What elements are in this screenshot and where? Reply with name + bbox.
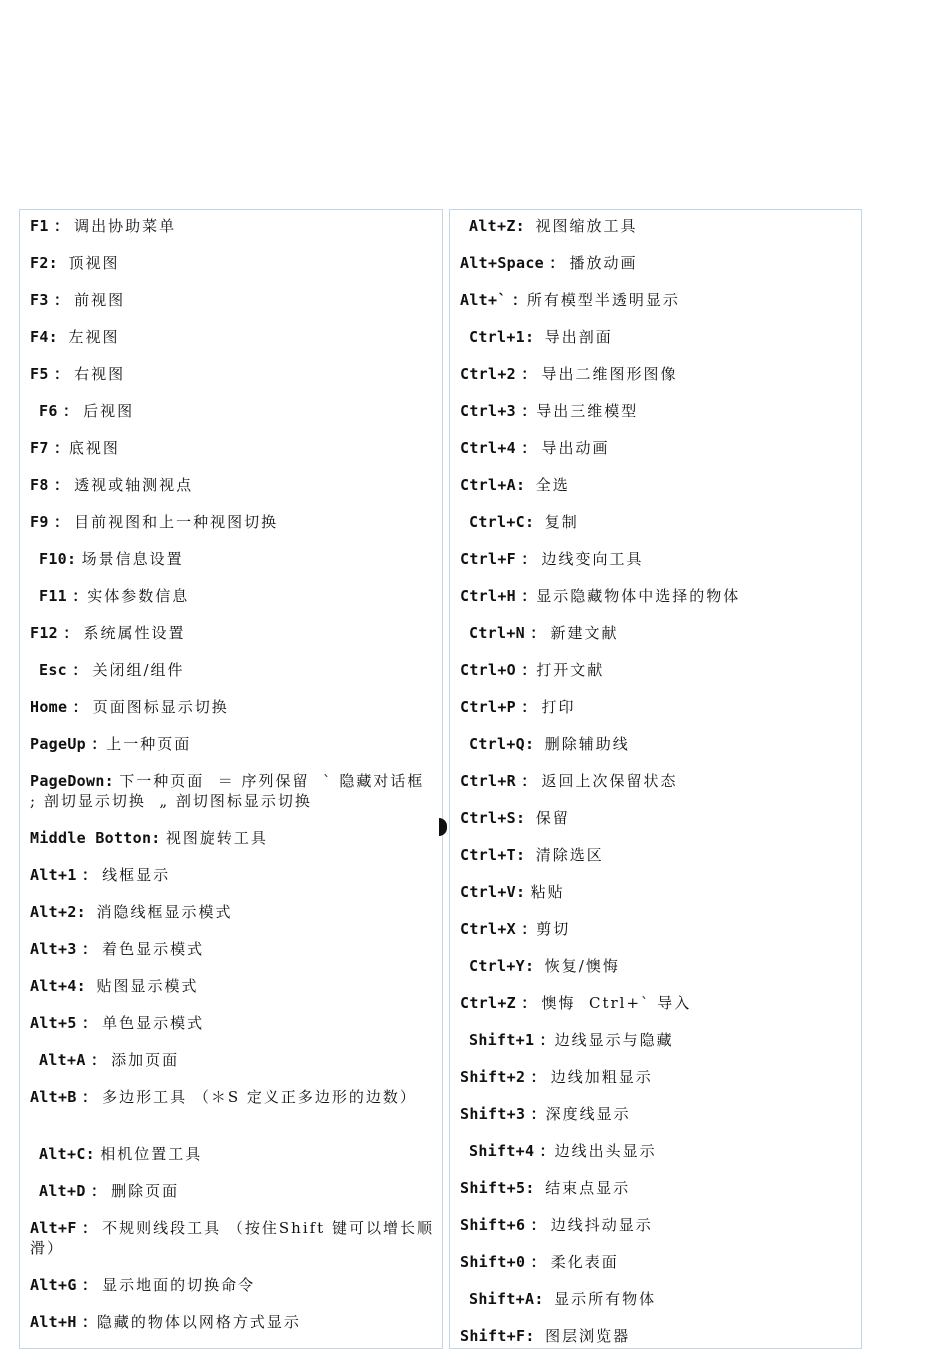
shortcut-row — [20, 1087, 442, 1144]
shortcut-row — [450, 697, 861, 734]
shortcut-row — [450, 475, 861, 512]
shortcut-description: 剪切 — [536, 920, 571, 938]
shortcut-key: Ctrl+F — [460, 550, 516, 568]
shortcut-row — [450, 216, 861, 253]
shortcut-description: 恢复/懊悔 — [544, 957, 620, 975]
shortcut-description: 线框显示 — [102, 866, 171, 884]
shortcut-description: 全选 — [535, 476, 570, 494]
separator: ： — [534, 1142, 555, 1160]
shortcut-key: Alt+2: — [30, 903, 86, 921]
separator: ： — [516, 661, 537, 679]
shortcut-row — [20, 1312, 442, 1349]
separator: ： — [516, 772, 542, 790]
shortcut-description: 导出动画 — [541, 439, 610, 457]
shortcut-description: 透视或轴测视点 — [74, 476, 194, 494]
separator — [534, 957, 544, 975]
separator — [525, 809, 535, 827]
separator: ： — [76, 940, 103, 958]
shortcut-key: Alt+G — [30, 1276, 77, 1294]
separator: ： — [85, 1182, 112, 1200]
separator: ： — [67, 587, 88, 605]
shortcut-row — [450, 734, 861, 771]
shortcut-key: Ctrl+4 — [460, 439, 516, 457]
shortcut-key: Alt+3 — [30, 940, 77, 958]
separator: ： — [48, 217, 75, 235]
shortcut-key: Ctrl+C: — [469, 513, 535, 531]
shortcut-description: 前视图 — [74, 291, 126, 309]
shortcut-row — [20, 475, 442, 512]
shortcut-row — [20, 1050, 442, 1087]
shortcut-key: Alt+A — [39, 1051, 86, 1069]
shortcut-row — [450, 1289, 861, 1326]
shortcut-row — [20, 290, 442, 327]
shortcut-description: 结束点显示 — [545, 1179, 631, 1197]
shortcut-key: Ctrl+R — [460, 772, 516, 790]
shortcut-row — [450, 1252, 861, 1289]
shortcut-key: Ctrl+T: — [460, 846, 526, 864]
shortcut-row — [450, 438, 861, 475]
shortcut-key: Esc — [39, 661, 67, 679]
shortcut-row — [20, 512, 442, 549]
shortcut-description: 左视图 — [68, 328, 120, 346]
shortcut-description: 导出三维模型 — [536, 402, 639, 420]
shortcut-row — [450, 1067, 861, 1104]
shortcut-description: 图层浏览器 — [545, 1327, 631, 1345]
shortcut-description: 边线显示与隐藏 — [554, 1031, 674, 1049]
shortcut-row — [450, 771, 861, 808]
shortcut-row — [450, 364, 861, 401]
shortcut-row — [20, 976, 442, 1013]
separator: ： — [506, 291, 527, 309]
shortcut-row — [450, 1178, 861, 1215]
separator: ： — [48, 365, 75, 383]
shortcut-description: 场景信息设置 — [81, 550, 184, 568]
separator: ： — [76, 1219, 103, 1237]
separator: ： — [48, 291, 75, 309]
shortcut-key: F11 — [39, 587, 67, 605]
shortcut-description: 打开文献 — [536, 661, 605, 679]
shortcut-description: 边线抖动显示 — [550, 1216, 653, 1234]
separator: ： — [67, 661, 93, 679]
separator: ： — [525, 624, 551, 642]
shortcut-row — [450, 993, 861, 1030]
shortcut-description: 目前视图和上一种视图切换 — [74, 513, 279, 531]
shortcut-row — [20, 902, 442, 939]
shortcut-row — [20, 771, 442, 828]
shortcut-description: 新建文献 — [550, 624, 619, 642]
separator: ： — [76, 866, 103, 884]
shortcut-key: Ctrl+Z — [460, 994, 516, 1012]
shortcut-key: Ctrl+P — [460, 698, 516, 716]
shortcut-key: Alt+5 — [30, 1014, 77, 1032]
shortcut-description: 不规则线段工具 （按住Shift 键可以增长顺滑） — [30, 1219, 434, 1257]
separator: ： — [525, 1105, 546, 1123]
shortcut-key: Shift+0 — [460, 1253, 526, 1271]
shortcut-key: PageDown: — [30, 772, 114, 790]
shortcut-key: Ctrl+X — [460, 920, 516, 938]
shortcut-description: 后视图 — [83, 402, 135, 420]
shortcut-row — [20, 1181, 442, 1218]
separator — [86, 977, 96, 995]
shortcut-row — [20, 253, 442, 290]
shortcut-key: Shift+6 — [460, 1216, 526, 1234]
separator — [535, 1327, 545, 1345]
shortcut-key: Alt+H — [30, 1313, 77, 1331]
separator — [525, 217, 535, 235]
shortcut-description: 调出协助菜单 — [74, 217, 177, 235]
separator: ： — [516, 994, 542, 1012]
separator: ： — [516, 365, 542, 383]
separator: ： — [76, 1014, 103, 1032]
shortcut-row — [450, 882, 861, 919]
shortcut-row — [450, 1215, 861, 1252]
shortcut-key: Alt+F — [30, 1219, 77, 1237]
shortcut-key: Alt+D — [39, 1182, 86, 1200]
separator: ： — [525, 1068, 551, 1086]
shortcut-row — [20, 660, 442, 697]
shortcut-row — [450, 290, 861, 327]
shortcut-description: 深度线显示 — [545, 1105, 631, 1123]
shortcut-description: 显示隐藏物体中选择的物体 — [536, 587, 741, 605]
shortcut-key: Shift+4 — [469, 1142, 535, 1160]
separator: ： — [76, 1313, 97, 1331]
shortcut-key: F6 — [39, 402, 58, 420]
shortcut-row — [450, 956, 861, 993]
shortcut-description: 删除页面 — [111, 1182, 180, 1200]
shortcut-description: 柔化表面 — [550, 1253, 619, 1271]
shortcut-key: Ctrl+S: — [460, 809, 526, 827]
separator — [58, 328, 68, 346]
shortcut-row — [20, 1144, 442, 1181]
left-column — [19, 209, 443, 1349]
shortcut-key: Ctrl+1: — [469, 328, 535, 346]
shortcut-row — [450, 808, 861, 845]
separator: ： — [48, 476, 75, 494]
separator: ： — [48, 439, 69, 457]
separator: ： — [516, 439, 542, 457]
separator: ： — [516, 587, 537, 605]
shortcut-key: Shift+5: — [460, 1179, 535, 1197]
shortcut-key: F10: — [39, 550, 77, 568]
shortcut-row — [20, 216, 442, 253]
shortcut-row — [20, 1013, 442, 1050]
shortcut-description: 打印 — [541, 698, 576, 716]
separator: ： — [76, 1088, 103, 1106]
shortcut-row — [450, 1104, 861, 1141]
shortcut-description: 边线变向工具 — [541, 550, 644, 568]
shortcut-description: 导出二维图形图像 — [541, 365, 678, 383]
shortcut-description: 底视图 — [68, 439, 120, 457]
shortcut-key: Ctrl+Y: — [469, 957, 535, 975]
shortcut-table — [19, 209, 862, 1349]
shortcut-key: F4: — [30, 328, 58, 346]
shortcut-key: Ctrl+Q: — [469, 735, 535, 753]
right-shortcut-list — [450, 210, 861, 1363]
left-shortcut-list — [20, 210, 442, 1349]
right-column — [449, 209, 862, 1349]
shortcut-description: 多边形工具 （＊S 定义正多边形的边数） — [102, 1088, 417, 1106]
separator — [534, 328, 544, 346]
shortcut-row — [450, 623, 861, 660]
shortcut-description: 下一种页面 ＝ 序列保留 ` 隐藏对话框 ; 剖切显示切换 „ 剖切图标显示切换 — [30, 772, 438, 810]
shortcut-row — [450, 253, 861, 290]
shortcut-row — [20, 1218, 442, 1275]
shortcut-key: Alt+Space — [460, 254, 544, 272]
shortcut-description: 贴图显示模式 — [96, 977, 199, 995]
shortcut-description: 删除辅助线 — [544, 735, 630, 753]
shortcut-row — [20, 364, 442, 401]
separator: ： — [85, 1051, 112, 1069]
shortcut-row — [450, 327, 861, 364]
shortcut-key: Middle Botton: — [30, 829, 161, 847]
shortcut-description: 导出剖面 — [544, 328, 613, 346]
shortcut-key: F7 — [30, 439, 49, 457]
shortcut-key: Alt+4: — [30, 977, 86, 995]
shortcut-key: Shift+A: — [469, 1290, 544, 1308]
shortcut-row — [20, 697, 442, 734]
shortcut-key: F12 — [30, 624, 58, 642]
shortcut-description: 实体参数信息 — [87, 587, 190, 605]
separator: ： — [525, 1216, 551, 1234]
separator: ： — [67, 698, 93, 716]
shortcut-key: Alt+1 — [30, 866, 77, 884]
separator: ： — [86, 735, 107, 753]
separator — [86, 903, 96, 921]
shortcut-row — [450, 512, 861, 549]
shortcut-row — [450, 1326, 861, 1363]
shortcut-description: 视图缩放工具 — [535, 217, 638, 235]
shortcut-key: Shift+3 — [460, 1105, 526, 1123]
separator: ： — [525, 1253, 551, 1271]
separator: ： — [534, 1031, 555, 1049]
shortcut-description: 清除选区 — [535, 846, 604, 864]
separator: ： — [543, 254, 570, 272]
shortcut-description: 消隐线框显示模式 — [96, 903, 233, 921]
shortcut-description: 相机位置工具 — [100, 1145, 203, 1163]
separator: ： — [516, 698, 542, 716]
separator: ： — [516, 920, 537, 938]
separator: ： — [76, 1276, 103, 1294]
shortcut-description: 上一种页面 — [106, 735, 192, 753]
shortcut-description: 右视图 — [74, 365, 126, 383]
shortcut-description: 所有模型半透明显示 — [526, 291, 680, 309]
shortcut-row — [450, 845, 861, 882]
separator: ： — [516, 550, 542, 568]
separator: ： — [57, 402, 84, 420]
shortcut-key: Ctrl+A: — [460, 476, 526, 494]
shortcut-key: Ctrl+V: — [460, 883, 526, 901]
shortcut-description: 关闭组/组件 — [92, 661, 185, 679]
shortcut-description: 懊悔 Ctrl+` 导入 — [541, 994, 692, 1012]
separator — [525, 846, 535, 864]
separator — [544, 1290, 554, 1308]
separator: ： — [516, 402, 537, 420]
shortcut-description: 边线出头显示 — [554, 1142, 657, 1160]
shortcut-description: 粘贴 — [530, 883, 565, 901]
shortcut-row — [20, 734, 442, 771]
shortcut-key: Home — [30, 698, 68, 716]
shortcut-key: PageUp — [30, 735, 86, 753]
shortcut-row — [450, 549, 861, 586]
shortcut-row — [450, 586, 861, 623]
shortcut-key: Ctrl+O — [460, 661, 516, 679]
shortcut-key: Ctrl+2 — [460, 365, 516, 383]
shortcut-row — [20, 1275, 442, 1312]
shortcut-description: 显示地面的切换命令 — [102, 1276, 256, 1294]
shortcut-key: F9 — [30, 513, 49, 531]
shortcut-description: 顶视图 — [68, 254, 120, 272]
shortcut-row — [20, 939, 442, 976]
shortcut-description: 返回上次保留状态 — [541, 772, 678, 790]
shortcut-row — [450, 660, 861, 697]
shortcut-key: F2: — [30, 254, 58, 272]
shortcut-description: 添加页面 — [111, 1051, 180, 1069]
shortcut-description: 复制 — [544, 513, 579, 531]
shortcut-description: 显示所有物体 — [554, 1290, 657, 1308]
shortcut-row — [450, 1030, 861, 1067]
shortcut-row — [20, 623, 442, 660]
separator: ： — [48, 513, 75, 531]
shortcut-row — [20, 586, 442, 623]
shortcut-key: Ctrl+3 — [460, 402, 516, 420]
shortcut-key: Alt+C: — [39, 1145, 95, 1163]
shortcut-key: Shift+1 — [469, 1031, 535, 1049]
shortcut-description: 着色显示模式 — [102, 940, 205, 958]
separator: ： — [58, 624, 84, 642]
shortcut-description: 视图旋转工具 — [165, 829, 268, 847]
shortcut-key: F8 — [30, 476, 49, 494]
shortcut-row — [450, 401, 861, 438]
shortcut-key: Ctrl+H — [460, 587, 516, 605]
separator — [535, 1179, 545, 1197]
shortcut-description: 单色显示模式 — [102, 1014, 205, 1032]
shortcut-key: Alt+` — [460, 291, 507, 309]
shortcut-description: 隐藏的物体以网格方式显示 — [96, 1313, 301, 1331]
shortcut-key: F1 — [30, 217, 49, 235]
shortcut-row — [20, 549, 442, 586]
shortcut-description: 系统属性设置 — [83, 624, 186, 642]
shortcut-description: 保留 — [535, 809, 570, 827]
shortcut-key: Alt+Z: — [469, 217, 525, 235]
shortcut-row — [20, 401, 442, 438]
shortcut-description: 边线加粗显示 — [550, 1068, 653, 1086]
shortcut-key: Ctrl+N — [469, 624, 525, 642]
separator — [525, 476, 535, 494]
shortcut-key: Alt+B — [30, 1088, 77, 1106]
shortcut-row — [450, 1141, 861, 1178]
shortcut-key: F3 — [30, 291, 49, 309]
shortcut-key: F5 — [30, 365, 49, 383]
shortcut-description: 播放动画 — [569, 254, 638, 272]
separator — [534, 735, 544, 753]
separator — [534, 513, 544, 531]
shortcut-row — [20, 327, 442, 364]
shortcut-row — [20, 865, 442, 902]
shortcut-row — [20, 828, 442, 865]
shortcut-description: 页面图标显示切换 — [92, 698, 229, 716]
shortcut-key: Shift+F: — [460, 1327, 535, 1345]
shortcut-row — [20, 438, 442, 475]
shortcut-row — [450, 919, 861, 956]
shortcut-key: Shift+2 — [460, 1068, 526, 1086]
separator — [58, 254, 68, 272]
